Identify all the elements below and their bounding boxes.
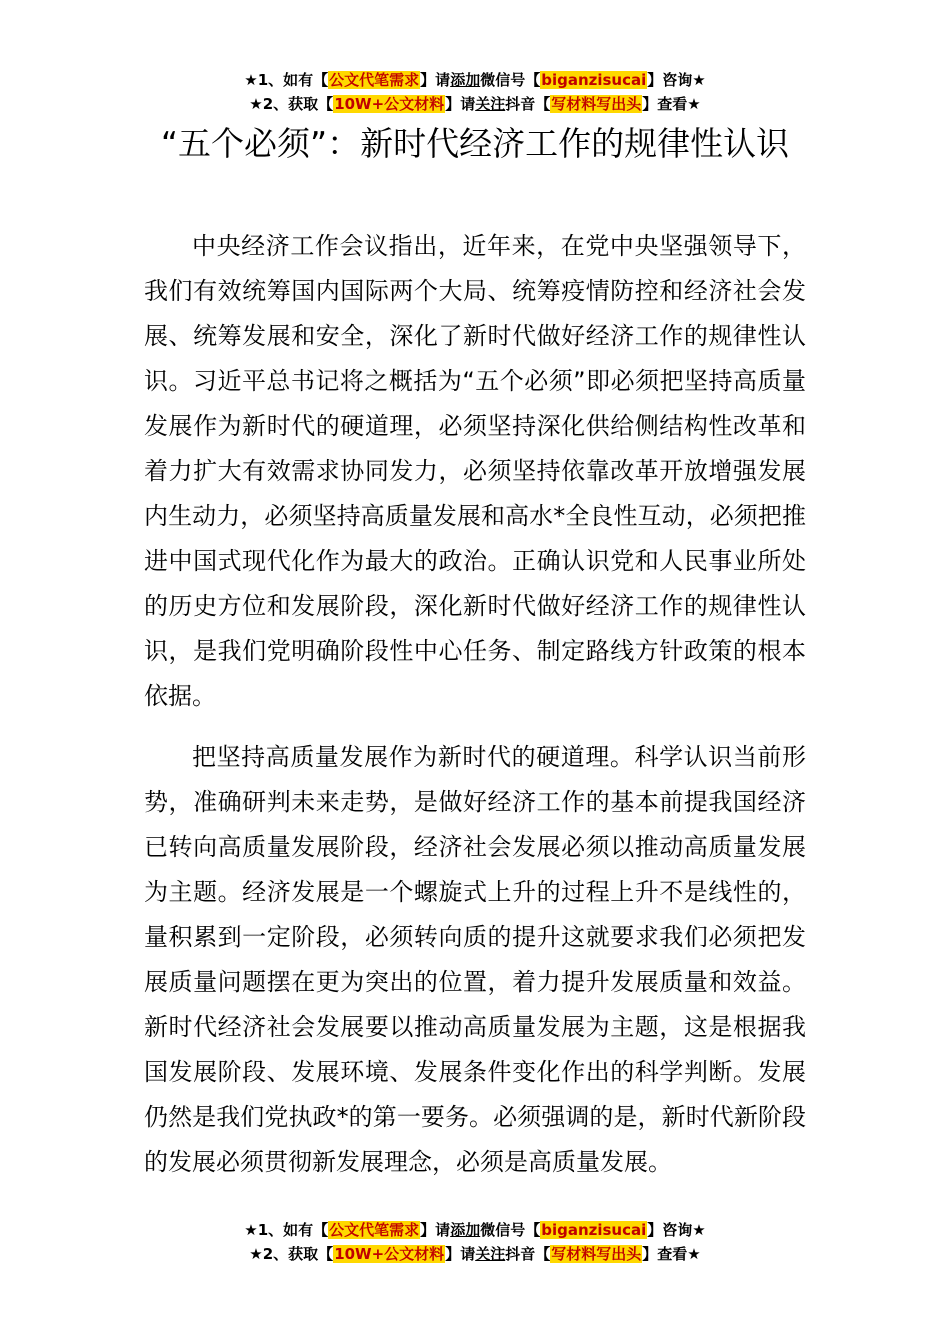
promo-text: 微信号【 bbox=[480, 1221, 541, 1239]
promo-text: ★1、如有【 bbox=[244, 1221, 329, 1239]
promo-text: 微信号【 bbox=[480, 71, 541, 89]
promo-emphasis: 关注 bbox=[475, 95, 506, 113]
promo-highlight: 10W+公文材料 bbox=[334, 95, 445, 113]
promo-line-2 bbox=[0, 1242, 950, 1266]
promo-douyin-id: 写材料写出头 bbox=[551, 95, 642, 113]
promo-line-1 bbox=[0, 1218, 950, 1242]
promo-highlight: 公文代笔需求 bbox=[329, 1221, 420, 1239]
document-title: “五个必须”：新时代经济工作的规律性认识 bbox=[160, 124, 790, 163]
promo-line-2 bbox=[0, 92, 950, 116]
promo-text: 】查看★ bbox=[642, 95, 701, 113]
promo-line-1 bbox=[0, 68, 950, 92]
promo-text: 抖音【 bbox=[505, 1245, 551, 1263]
document-body bbox=[144, 224, 806, 1185]
promo-text: 】请 bbox=[445, 1245, 476, 1263]
promo-emphasis: 添加 bbox=[450, 1221, 481, 1239]
promo-text: 】咨询★ bbox=[647, 1221, 706, 1239]
promo-banner-bottom bbox=[0, 1218, 950, 1266]
promo-wechat-id: biganzisucai bbox=[541, 71, 647, 89]
promo-highlight: 公文代笔需求 bbox=[329, 71, 420, 89]
promo-text: ★2、获取【 bbox=[249, 1245, 334, 1263]
promo-highlight: 10W+公文材料 bbox=[334, 1245, 445, 1263]
promo-banner-top bbox=[0, 68, 950, 116]
body-paragraph: 把坚持高质量发展作为新时代的硬道理。科学认识当前形势，准确研判未来走势，是做好经济工作的基本前提我国经济已转向高质量发展阶段，经济社会发展必须以推动高质量发展为主题。经济发展是一个螺旋式上升的过程上升不是线性的，量积累到一定阶段，必须转向质的提升这就要求我们必须把发展质量问题摆在更为突出的位置，着力提升发展质量和效益。新时代经济社会发展要以推动高质量发展为主题，这是根据我国发展阶段、发展环境、发展条件变化作出的科学判断。发展仍然是我们党执政*的第一要务。必须强调的是，新时代新阶段的发展必须贯彻新发展理念，必须是高质量发展。 bbox=[144, 743, 806, 1176]
promo-douyin-id: 写材料写出头 bbox=[551, 1245, 642, 1263]
promo-text: 】请 bbox=[445, 95, 476, 113]
promo-wechat-id: biganzisucai bbox=[541, 1221, 647, 1239]
promo-emphasis: 关注 bbox=[475, 1245, 506, 1263]
body-paragraph: 中央经济工作会议指出，近年来，在党中央坚强领导下，我们有效统筹国内国际两个大局、统筹疫情防控和经济社会发展、统筹发展和安全，深化了新时代做好经济工作的规律性认识。习近平总书记将之概括为“五个必须”即必须把坚持高质量发展作为新时代的硬道理，必须坚持深化供给侧结构性改革和着力扩大有效需求协同发力，必须坚持依靠改革开放增强发展内生动力，必须坚持高质量发展和高水*全良性互动，必须把推进中国式现代化作为最大的政治。正确认识党和人民事业所处的历史方位和发展阶段，深化新时代做好经济工作的规律性认识，是我们党明确阶段性中心任务、制定路线方针政策的根本依据。 bbox=[144, 232, 806, 710]
promo-text: ★2、获取【 bbox=[249, 95, 334, 113]
promo-text: 】查看★ bbox=[642, 1245, 701, 1263]
promo-text: 】请 bbox=[420, 1221, 451, 1239]
promo-text: 】请 bbox=[420, 71, 451, 89]
promo-text: ★1、如有【 bbox=[244, 71, 329, 89]
promo-text: 抖音【 bbox=[505, 95, 551, 113]
promo-emphasis: 添加 bbox=[450, 71, 481, 89]
promo-text: 】咨询★ bbox=[647, 71, 706, 89]
